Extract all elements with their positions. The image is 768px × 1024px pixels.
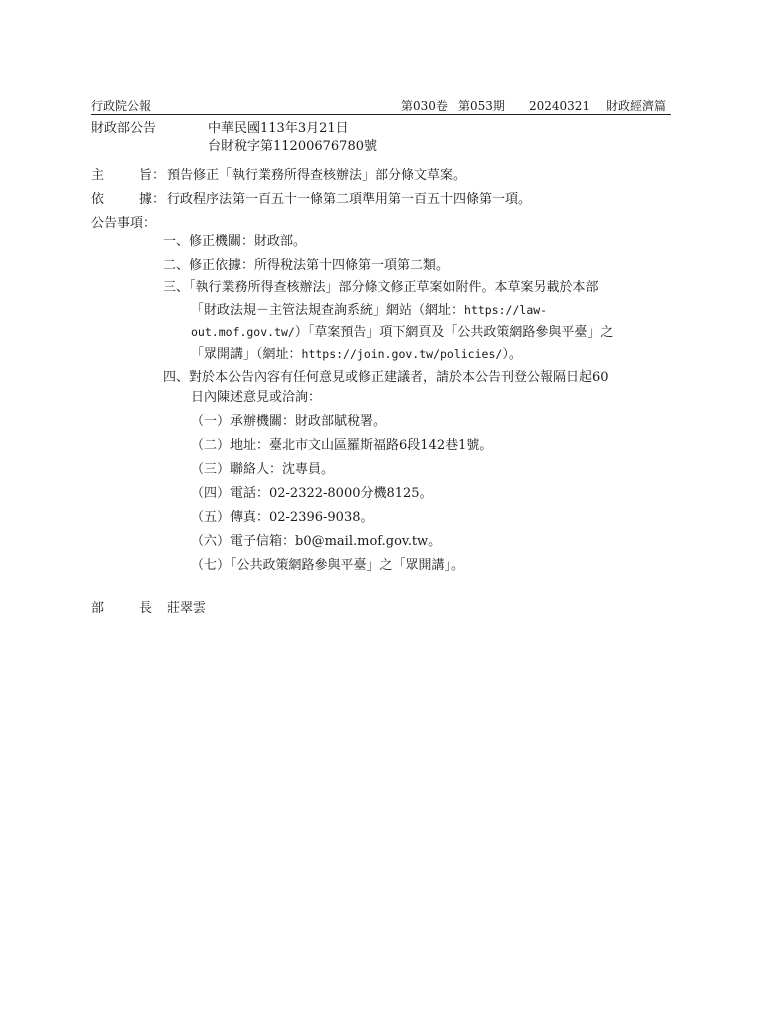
issue-date: 20240321 — [529, 99, 591, 113]
notice-item-2: 二、修正依據：所得稅法第十四條第一項第二類。 — [163, 258, 450, 273]
notice-label: 公告事項： — [91, 216, 157, 231]
signature-title-char1: 部 — [91, 601, 105, 616]
notice-item-3-line-4 — [191, 346, 522, 363]
contact-address: （二）地址：臺北市文山區羅斯福路6段142巷1號。 — [191, 438, 493, 453]
basis-text: 行政程序法第一百五十一條第二項準用第一百五十四條第一項。 — [167, 192, 532, 207]
join-website-url[interactable]: https://join.gov.tw/policies/ — [301, 347, 503, 361]
subject-label-char2: 旨： — [139, 168, 166, 183]
notice-item-3-line-4-text-a: 「眾開講」（網址： — [191, 347, 302, 362]
contact-platform: （七）「公共政策網路參與平臺」之「眾開講」。 — [191, 558, 465, 573]
contact-fax: （五）傳真：02-2396-9038。 — [191, 510, 374, 525]
basis-label-char2: 據： — [139, 192, 166, 207]
announcing-agency: 財政部公告 — [91, 121, 157, 136]
contact-email[interactable]: （六）電子信箱：b0@mail.mof.gov.tw。 — [191, 534, 442, 549]
notice-item-4-line-2: 日內陳述意見或洽詢： — [191, 390, 322, 405]
signature-title-char2: 長 — [139, 601, 153, 616]
subject-label-char1: 主 — [91, 168, 105, 183]
basis-label-char1: 依 — [91, 192, 105, 207]
notice-item-1: 一、修正機關：財政部。 — [163, 234, 307, 249]
issue-number: 第053期 — [458, 99, 505, 113]
contact-phone: （四）電話：02-2322-8000分機8125。 — [191, 486, 433, 501]
announcement-date: 中華民國113年3月21日 — [208, 121, 349, 136]
contact-agency: （一）承辦機關：財政部賦稅署。 — [191, 414, 387, 429]
signatory-name: 莊翠雲 — [167, 601, 207, 616]
volume-number: 第030卷 — [401, 99, 448, 113]
notice-item-3-line-2 — [191, 302, 547, 319]
notice-item-3-line-3 — [191, 324, 613, 341]
document-number: 台財稅字第11200676780號 — [208, 139, 377, 154]
subject-text: 預告修正「執行業務所得查核辦法」部分條文草案。 — [167, 168, 467, 183]
notice-item-3-line-3-text: ）「草案預告」項下網頁及「公共政策網路參與平臺」之 — [294, 325, 614, 340]
contact-person: （三）聯絡人：沈專員。 — [191, 462, 335, 477]
law-website-url-part1[interactable]: https://law- — [464, 303, 548, 317]
header-divider — [91, 114, 671, 115]
notice-item-3-line-1: 三、「執行業務所得查核辦法」部分條文修正草案如附件。本草案另載於本部 — [163, 280, 599, 295]
publication-name: 行政院公報 — [91, 99, 152, 113]
notice-item-4-line-1: 四、對於本公告內容有任何意見或修正建議者，請於本公告刊登公報隔日起60 — [163, 370, 609, 385]
notice-item-3-line-2-text: 「財政法規－主管法規查詢系統」網站（網址： — [191, 303, 465, 318]
notice-item-3-line-4-text-b: ）。 — [502, 347, 522, 362]
law-website-url-part2[interactable]: out.mof.gov.tw/ — [191, 325, 295, 339]
section-name: 財政經濟篇 — [606, 99, 667, 113]
